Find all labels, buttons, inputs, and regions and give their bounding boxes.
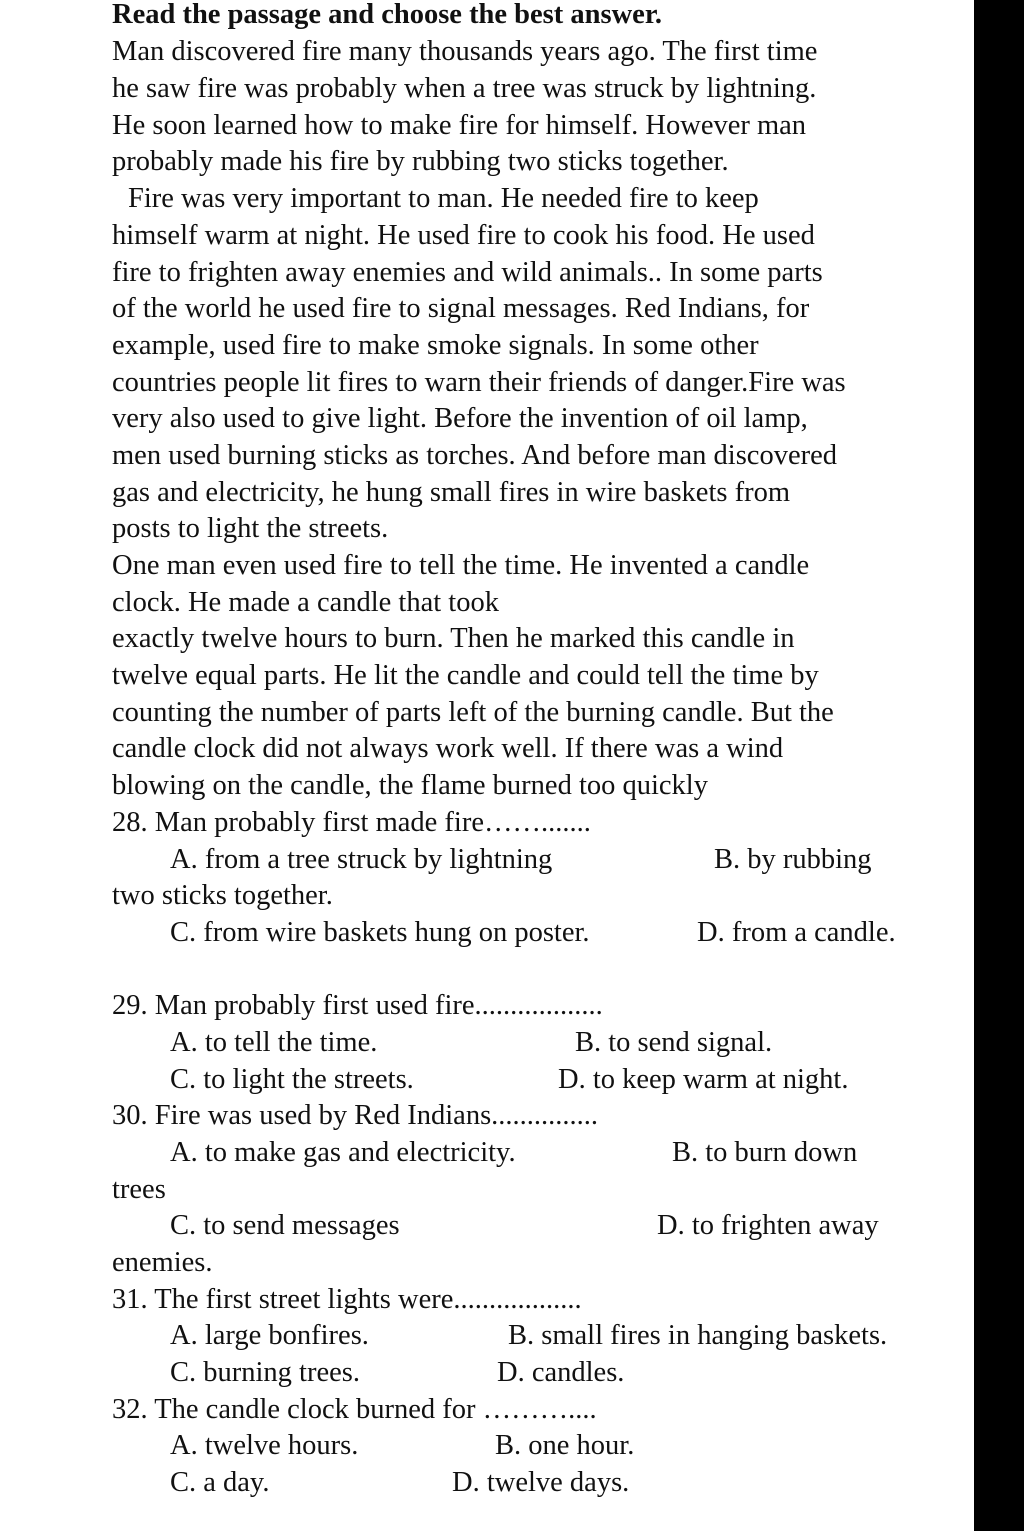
question-29-option-a: A. to tell the time. [170, 1027, 378, 1058]
question-30-option-b: B. to burn down [672, 1137, 858, 1168]
question-31-option-a: A. large bonfires. [170, 1320, 369, 1351]
passage-line: countries people lit fires to warn their friends of danger.Fire was [112, 367, 846, 398]
question-30-option-a: A. to make gas and electricity. [170, 1137, 516, 1168]
question-30-stem: 30. Fire was used by Red Indians............... [112, 1100, 599, 1131]
question-29-option-c: C. to light the streets. [170, 1064, 414, 1095]
question-30-option-b-continued: trees [112, 1174, 166, 1205]
question-28-option-b-continued: two sticks together. [112, 880, 333, 911]
question-30-option-d-continued: enemies. [112, 1247, 213, 1278]
instruction-heading: Read the passage and choose the best answer. [112, 0, 662, 30]
passage-line: example, used fire to make smoke signals. In some other [112, 330, 759, 361]
question-31-stem: 31. The first street lights were.................. [112, 1284, 582, 1315]
passage-line: fire to frighten away enemies and wild animals.. In some parts [112, 257, 823, 288]
question-32-option-d: D. twelve days. [452, 1467, 630, 1498]
passage-line: very also used to give light. Before the invention of oil lamp, [112, 403, 808, 434]
question-29-option-d: D. to keep warm at night. [558, 1064, 849, 1095]
question-30-option-d: D. to frighten away [657, 1210, 879, 1241]
question-32-option-b: B. one hour. [495, 1430, 635, 1461]
question-28-option-b: B. by rubbing [714, 844, 872, 875]
question-31-option-d: D. candles. [497, 1357, 625, 1388]
passage-line: himself warm at night. He used fire to cook his food. He used [112, 220, 815, 251]
passage-line: posts to light the streets. [112, 513, 389, 544]
passage-line: probably made his fire by rubbing two sticks together. [112, 146, 729, 177]
passage-line: He soon learned how to make fire for himself. However man [112, 110, 807, 141]
passage-line: clock. He made a candle that took [112, 587, 499, 618]
passage-line: Man discovered fire many thousands years ago. The first time [112, 36, 818, 67]
question-32-option-a: A. twelve hours. [170, 1430, 359, 1461]
passage-line: gas and electricity, he hung small fires in wire baskets from [112, 477, 790, 508]
passage-line: Fire was very important to man. He needed fire to keep [128, 183, 759, 214]
passage-line: he saw fire was probably when a tree was struck by lightning. [112, 73, 817, 104]
question-29-option-b: B. to send signal. [575, 1027, 773, 1058]
dark-right-edge [974, 0, 1024, 1531]
passage-line: of the world he used fire to signal messages. Red Indians, for [112, 293, 810, 324]
passage-line: blowing on the candle, the flame burned too quickly [112, 770, 708, 801]
question-28-stem: 28. Man probably first made fire……....... [112, 807, 591, 838]
question-29-stem: 29. Man probably first used fire.................. [112, 990, 603, 1021]
question-30-option-c: C. to send messages [170, 1210, 400, 1241]
question-28-option-c: C. from wire baskets hung on poster. [170, 917, 590, 948]
passage-line: counting the number of parts left of the burning candle. But the [112, 697, 834, 728]
question-31-option-c: C. burning trees. [170, 1357, 360, 1388]
question-32-option-c: C. a day. [170, 1467, 270, 1498]
question-31-option-b: B. small fires in hanging baskets. [508, 1320, 888, 1351]
passage-line: twelve equal parts. He lit the candle and could tell the time by [112, 660, 819, 691]
passage-line: candle clock did not always work well. If there was a wind [112, 733, 784, 764]
passage-line: One man even used fire to tell the time. He invented a candle [112, 550, 810, 581]
question-28-option-d: D. from a candle. [697, 917, 896, 948]
question-32-stem: 32. The candle clock burned for ……….... [112, 1394, 597, 1425]
question-28-option-a: A. from a tree struck by lightning [170, 844, 553, 875]
passage-line: men used burning sticks as torches. And before man discovered [112, 440, 837, 471]
passage-line: exactly twelve hours to burn. Then he marked this candle in [112, 623, 795, 654]
